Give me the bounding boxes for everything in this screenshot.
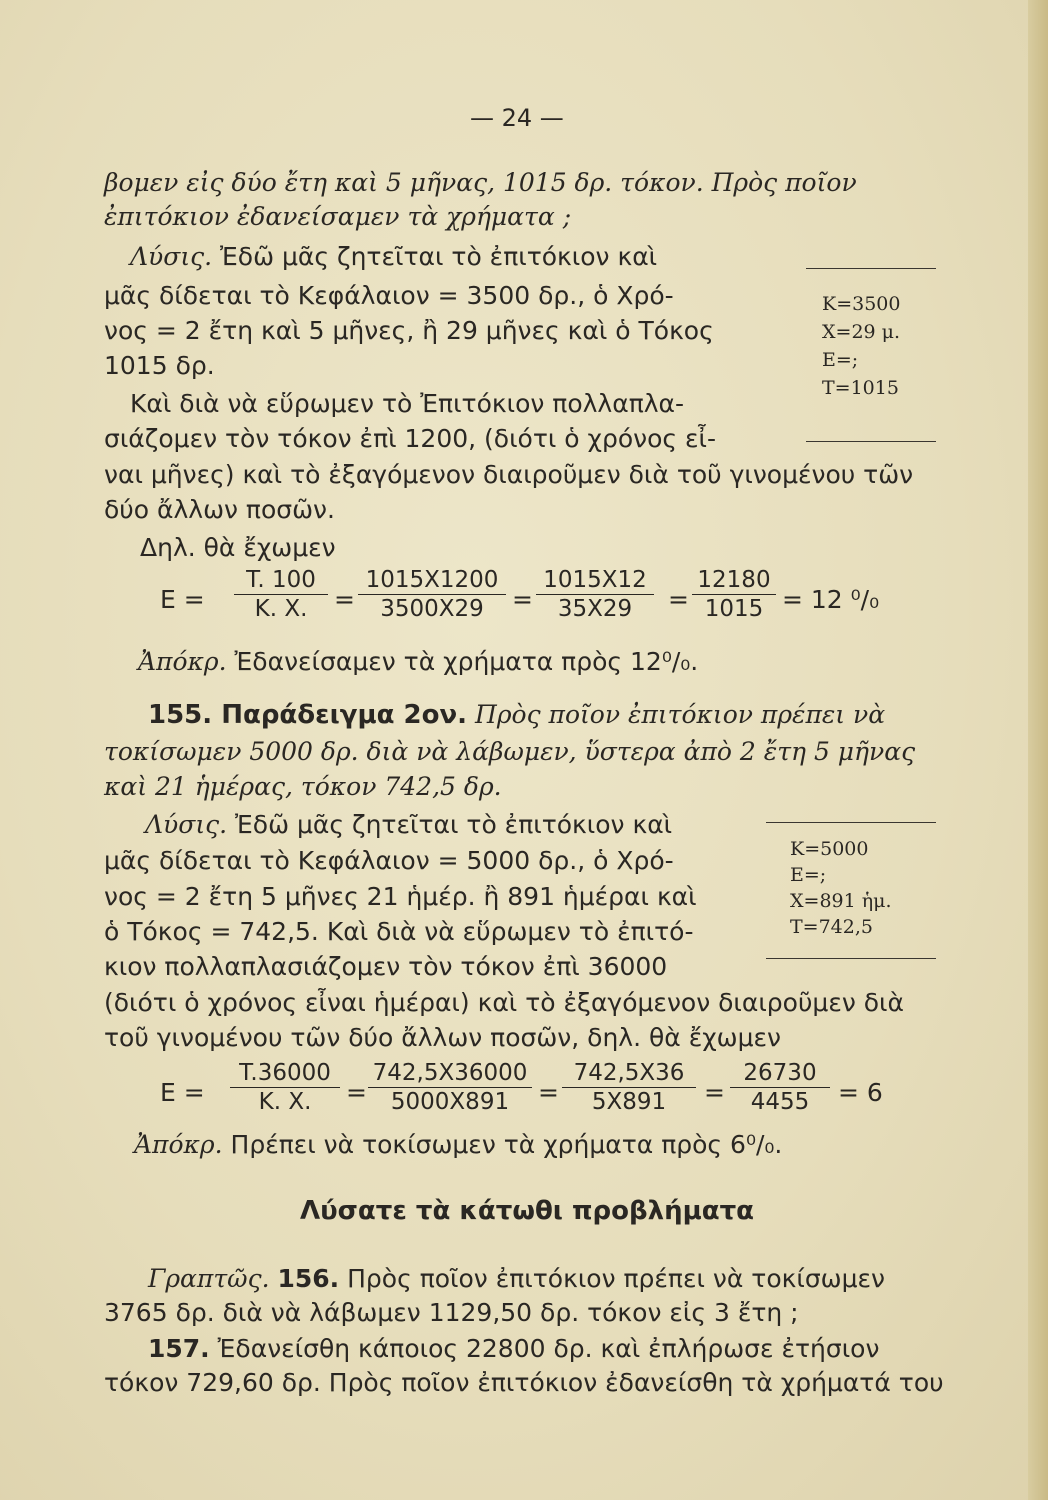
given-t: T=1015 (822, 377, 899, 399)
equation-1-fraction-2 (358, 566, 506, 623)
solution-line-4: 1015 δρ. (104, 351, 215, 380)
equals-sign: = (538, 1078, 559, 1107)
problem-line-2: ἐπιτόκιον ἐδανείσαμεν τὰ χρήματα ; (104, 202, 572, 231)
fraction-numerator: 1015X1200 (358, 566, 506, 595)
solution-line-3: νος = 2 ἔτη καὶ 5 μῆνες, ἢ 29 μῆνες καὶ ὁ Τόκος (104, 316, 714, 345)
exercise-157-line-2: τόκον 729,60 δρ. Πρὸς ποῖον ἐπιτόκιον ἐδανείσθη τὰ χρήματά του (104, 1368, 944, 1397)
fraction-numerator: T. 100 (234, 566, 328, 595)
fraction-denominator: 35X29 (557, 596, 633, 622)
exercise-label: Γραπτῶς. (148, 1264, 270, 1293)
solution-text: Ἐδῶ μᾶς ζητεῖται τὸ ἐπιτόκιον καὶ (220, 242, 658, 271)
solution-label: Λύσις. (130, 242, 213, 271)
fraction-numerator: 12180 (692, 566, 776, 595)
given-x: X=29 μ. (822, 321, 901, 343)
equation-1-fraction-4 (692, 566, 776, 623)
fraction-numerator: 742,5X36 (562, 1059, 696, 1088)
solution-line-6: σιάζομεν τὸν τόκον ἐπὶ 1200, (διότι ὁ χρόνος εἶ- (104, 424, 717, 453)
solution-line-9: Δηλ. θὰ ἔχωμεν (140, 533, 336, 562)
exercise-number: 156. (277, 1264, 340, 1293)
solution-2-line-2: μᾶς δίδεται τὸ Κεφάλαιον = 5000 δρ., ὁ Χρό- (104, 846, 674, 875)
equation-2-fraction-4 (730, 1059, 830, 1116)
problem-line-1: βομεν εἰς δύο ἔτη καὶ 5 μῆνας, 1015 δρ. τόκον. Πρὸς ποῖον (104, 168, 857, 197)
equation-1-result: = 12 ⁰/₀ (782, 585, 880, 614)
answer-text: Πρέπει νὰ τοκίσωμεν τὰ χρήματα πρὸς 6⁰/₀. (230, 1130, 783, 1159)
fraction-numerator: T.36000 (230, 1059, 340, 1088)
solution-2-line-6: (διότι ὁ χρόνος εἶναι ἡμέραι) καὶ τὸ ἐξαγόμενον διαιροῦμεν διὰ (104, 988, 904, 1017)
answer-label: Ἀπόκρ. (134, 1130, 223, 1159)
example-2-line-1 (148, 700, 885, 730)
solution-2-line-3: νος = 2 ἔτη 5 μῆνες 21 ἡμέρ. ἢ 891 ἡμέραι καὶ (104, 882, 697, 911)
given-k: K=5000 (790, 838, 869, 860)
solution-text: Ἐδῶ μᾶς ζητεῖται τὸ ἐπιτόκιον καὶ (235, 810, 673, 839)
example-2-line-3: καὶ 21 ἡμέρας, τόκον 742,5 δρ. (104, 772, 502, 801)
fraction-denominator: 5X891 (591, 1089, 667, 1115)
solution-line-5: Καὶ διὰ νὰ εὕρωμεν τὸ Ἐπιτόκιον πολλαπλα- (130, 389, 685, 418)
solution-2-line-4: ὁ Τόκος = 742,5. Καὶ διὰ νὰ εὕρωμεν τὸ ἐπιτό- (104, 917, 694, 946)
equation-2-fraction-2 (368, 1059, 532, 1116)
fraction-denominator: 5000X891 (390, 1089, 510, 1115)
answer-text: Ἐδανείσαμεν τὰ χρήματα πρὸς 12⁰/₀. (234, 647, 699, 676)
solution-line-1 (130, 242, 657, 272)
page-edge (1028, 0, 1048, 1500)
equation-2-lhs: E = (160, 1078, 205, 1107)
given-e: E=; (790, 864, 827, 886)
fraction-numerator: 1015X12 (536, 566, 654, 595)
answer-2 (134, 1130, 782, 1160)
exercise-text: Ἐδανείσθη κάποιος 22800 δρ. καὶ ἐπλήρωσε ἐτήσιον (217, 1334, 880, 1363)
solution-2-line-1 (145, 810, 672, 840)
fraction-denominator: K. X. (258, 1089, 312, 1115)
solution-line-2: μᾶς δίδεται τὸ Κεφάλαιον = 3500 δρ., ὁ Χρό- (104, 281, 674, 310)
fraction-denominator: 4455 (750, 1089, 810, 1115)
equals-sign: = (704, 1078, 725, 1107)
solution-line-7: ναι μῆνες) καὶ τὸ ἐξαγόμενον διαιροῦμεν διὰ τοῦ γινομένου τῶν (104, 460, 914, 489)
equals-sign: = (334, 585, 355, 614)
solution-2-line-5: κιον πολλαπλασιάζομεν τὸν τόκον ἐπὶ 36000 (104, 952, 668, 981)
equals-sign: = (512, 585, 533, 614)
equation-2-result: = 6 (838, 1078, 883, 1107)
equation-2-fraction-1 (230, 1059, 340, 1116)
fraction-numerator: 742,5X36000 (368, 1059, 532, 1088)
exercise-156-line-1 (148, 1264, 885, 1294)
answer-1 (138, 647, 698, 677)
equals-sign: = (346, 1078, 367, 1107)
fraction-denominator: 3500X29 (380, 596, 484, 622)
given-t: T=742,5 (790, 916, 873, 938)
section-title: Λύσατε τὰ κάτωθι προβλήματα (300, 1196, 755, 1226)
exercise-156-line-2: 3765 δρ. διὰ νὰ λάβωμεν 1129,50 δρ. τόκον εἰς 3 ἔτη ; (104, 1298, 799, 1327)
example-text: Πρὸς ποῖον ἐπιτόκιον πρέπει νὰ (475, 700, 886, 729)
equals-sign: = (668, 585, 689, 614)
equation-2-fraction-3 (562, 1059, 696, 1116)
given-e: E=; (822, 349, 859, 371)
solution-line-8: δύο ἄλλων ποσῶν. (104, 495, 335, 524)
fraction-denominator: 1015 (704, 596, 764, 622)
example-2-line-2: τοκίσωμεν 5000 δρ. διὰ νὰ λάβωμεν, ὕστερα ἀπὸ 2 ἔτη 5 μῆνας (104, 737, 916, 766)
equation-1-fraction-3 (536, 566, 654, 623)
example-heading: 155. Παράδειγμα 2ον. (148, 700, 468, 730)
solution-label: Λύσις. (145, 810, 228, 839)
answer-label: Ἀπόκρ. (138, 647, 227, 676)
exercise-number: 157. (148, 1334, 210, 1363)
fraction-numerator: 26730 (730, 1059, 830, 1088)
solution-2-line-7: τοῦ γινομένου τῶν δύο ἄλλων ποσῶν, δηλ. θὰ ἔχωμεν (104, 1023, 781, 1052)
exercise-157-line-1 (148, 1334, 879, 1364)
equation-1-lhs: E = (160, 585, 205, 614)
given-k: K=3500 (822, 293, 901, 315)
fraction-denominator: K. X. (254, 596, 308, 622)
equation-1-fraction-1 (234, 566, 328, 623)
exercise-text: Πρὸς ποῖον ἐπιτόκιον πρέπει νὰ τοκίσωμεν (347, 1264, 885, 1293)
given-x: X=891 ἡμ. (790, 890, 892, 912)
page-number: — 24 — (470, 104, 564, 132)
